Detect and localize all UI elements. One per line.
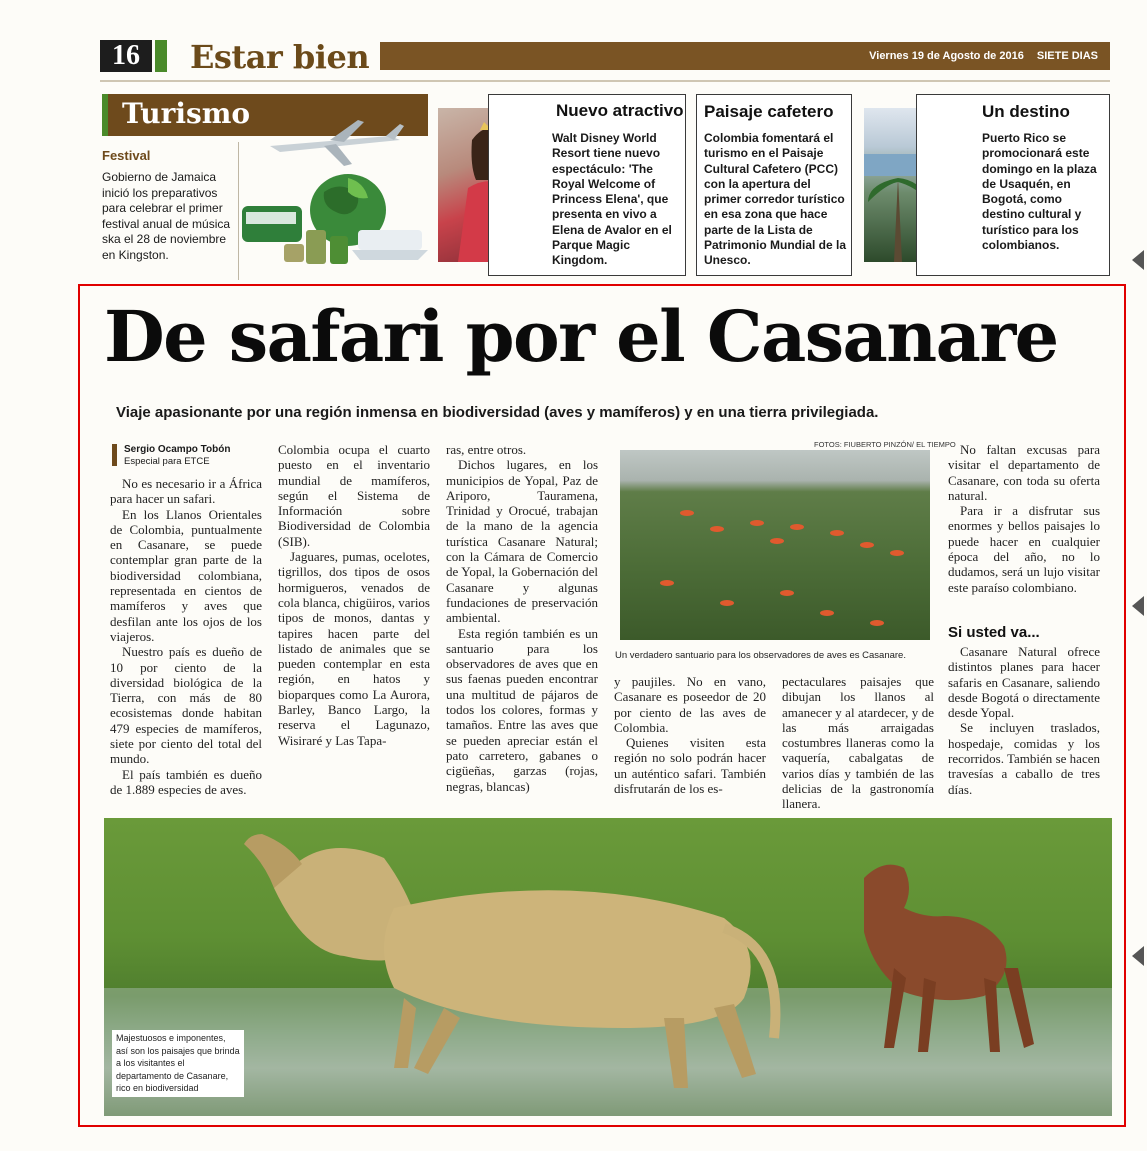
bird-figure — [780, 590, 794, 596]
horses-caption: Majestuosos e imponentes, así son los paisajes que brinda a los visitantes el departamento de Casanare, rico en biodiversidad — [112, 1030, 244, 1097]
bird-figure — [890, 550, 904, 556]
bird-figure — [790, 524, 804, 530]
bird-figure — [750, 520, 764, 526]
article-headline: De safari por el Casanare — [104, 295, 1058, 378]
brand-name: SIETE DIAS — [1036, 50, 1098, 62]
turismo-kicker: Festival — [102, 148, 151, 163]
birds-photo — [620, 450, 930, 640]
paragraph: Dichos lugares, en los municipios de Yopal, Paz de Ariporo, Tauramena, Trinidad y Orocué, trabajan de la mano de la agencia turística Casanare Natural; con la Cámara de Comercio de Yopal, la Gobernación del Casanare y algunas fundaciones de preservación ambiental. — [446, 457, 598, 626]
bird-figure — [870, 620, 884, 626]
box-nuevo-atractivo-text: Walt Disney World Resort tiene nuevo espectáculo: 'The Royal Welcome of Princess Elena', que presenta en vivo a Elena de Avalor en el Parque Magic Kingdom. — [552, 131, 672, 268]
article-deck: Viaje apasionante por una región inmensa en biodiversidad (aves y mamíferos) y en una tierra privilegiada. — [116, 404, 879, 421]
article-column-6 — [948, 442, 1100, 595]
article-column-2 — [278, 442, 430, 748]
horses-photo — [104, 818, 1112, 1116]
birds-caption: Un verdadero santuario para los observadores de aves es Casanare. — [615, 650, 906, 661]
header-bar — [380, 42, 1110, 70]
paragraph: Jaguares, pumas, ocelotes, tigrillos, dos tipos de osos hormigueros, venados de cola blanca, chigüiros, varios tipos de monos, dantas y tapires hacen parte del listado de animales que se pueden contemplar en esta región, en hatos y bioparques como La Aurora, Barley, Banco Largo, la reserva el Lagunazo, Wisiraré y Las Tapa- — [278, 549, 430, 748]
article-column-1 — [110, 476, 262, 797]
turismo-divider — [238, 142, 239, 280]
margin-arrow-icon — [1132, 250, 1144, 270]
bird-figure — [830, 530, 844, 536]
section-title: Estar bien — [190, 38, 370, 76]
paragraph: Para ir a disfrutar sus enormes y bellos paisajes lo puede hacer en cualquier época del año, no lo dudamos, será un lujo visitar este paraíso colombiano. — [948, 503, 1100, 595]
paragraph: pectaculares paisajes que dibujan los llanos al amanecer y al atardecer, y de las más arraigadas costumbres llaneras como la vaquería, cabalgatas de varios días y también de las delicias de la gastronomía llanera. — [782, 674, 934, 812]
box-paisaje-cafetero-text: Colombia fomentará el turismo en el Paisaje Cultural Cafetero (PCC) con la apertura del primer corredor turístico en esa zona que hace parte de la Lista de Patrimonio Mundial de la Unesco. — [704, 131, 847, 268]
article-column-5 — [782, 674, 934, 812]
paragraph: ras, entre otros. — [446, 442, 527, 457]
bird-figure — [860, 542, 874, 548]
margin-arrow-icon — [1132, 596, 1144, 616]
box-un-destino-text: Puerto Rico se promocionará este domingo en la plaza de Usaquén, en Bogotá, como destino cultural y turístico para los colombianos. — [982, 131, 1097, 253]
paragraph: y paujiles. No en vano, Casanare es poseedor de 20 por ciento de las aves de Colombia. — [614, 674, 766, 735]
turismo-text: Gobierno de Jamaica inició los preparativos para celebrar el primer festival anual de música ska el 28 de noviembre en Kingston. — [102, 170, 231, 262]
bird-figure — [680, 510, 694, 516]
bird-figure — [710, 526, 724, 532]
paragraph: Casanare Natural ofrece distintos planes para hacer safaris en Casanare, saliendo desde Bogotá o directamente desde Yopal. — [948, 644, 1100, 721]
issue-date: Viernes 19 de Agosto de 2016 — [869, 50, 1024, 62]
header-rule — [100, 80, 1110, 82]
page-number-accent — [155, 40, 167, 72]
paragraph: Quienes visiten esta región no solo podrán hacer un auténtico safari. También disfrutarán de los es- — [614, 735, 766, 797]
paragraph: Esta región también es un santuario para los observadores de aves que en sus faenas pueden encontrar una multitud de pájaros de todos los colores, formas y tamaños. Entre las aves que se pueden apreciar están el pato carretero, gabanes o cigüeñas, garzas (rojas, negras, blancas) — [446, 625, 598, 794]
bird-figure — [820, 610, 834, 616]
margin-arrow-icon — [1132, 946, 1144, 966]
paragraph: Se incluyen traslados, hospedaje, comidas y los recorridos. También se hacen travesías a caballo de tres días. — [948, 720, 1100, 797]
box-nuevo-atractivo-title: Nuevo atractivo — [556, 101, 684, 120]
article-column-3 — [446, 442, 598, 794]
paragraph: En los Llanos Orientales de Colombia, puntualmente en Casanare, se puede contemplar gran parte de la biodiversidad colombiana, representada en cientos de mamíferos y aves que desfilan ante los ojos de los viajeros. — [110, 506, 262, 644]
bird-figure — [770, 538, 784, 544]
paragraph: Colombia ocupa el cuarto puesto en el inventario mundial de mamíferos, según el Sistema de Información sobre Biodiversidad de Colombia (SIB). — [278, 442, 430, 549]
paragraph: No es necesario ir a África para hacer un safari. — [110, 476, 262, 507]
paragraph: El país también es dueño de 1.889 especies de aves. — [110, 766, 262, 797]
turismo-label: Turismo — [102, 94, 428, 136]
page-number: 16 — [100, 40, 152, 72]
box-un-destino-title: Un destino — [982, 102, 1070, 121]
paragraph: Nuestro país es dueño de 10 por ciento de la diversidad biológica de la Tierra, con más de 80 ecosistemas donde habitan 479 especies de mamíferos, siete por ciento del total del mundo. — [110, 644, 262, 767]
byline-role: Especial para ETCE — [124, 456, 210, 467]
box-paisaje-cafetero-title: Paisaje cafetero — [704, 102, 834, 121]
byline-accent — [112, 444, 117, 466]
sidebar-subhead: Si usted va... — [948, 624, 1040, 641]
paragraph: No faltan excusas para visitar el departamento de Casanare, con toda su oferta natural. — [948, 442, 1100, 503]
bird-figure — [720, 600, 734, 606]
article-column-6b — [948, 644, 1100, 797]
byline-author: Sergio Ocampo Tobón — [124, 444, 231, 455]
article-column-4 — [614, 674, 766, 796]
photo-credit: FOTOS: FIUBERTO PINZÓN/ EL TIEMPO — [814, 440, 956, 449]
travel-illustration — [240, 118, 428, 278]
bird-figure — [660, 580, 674, 586]
